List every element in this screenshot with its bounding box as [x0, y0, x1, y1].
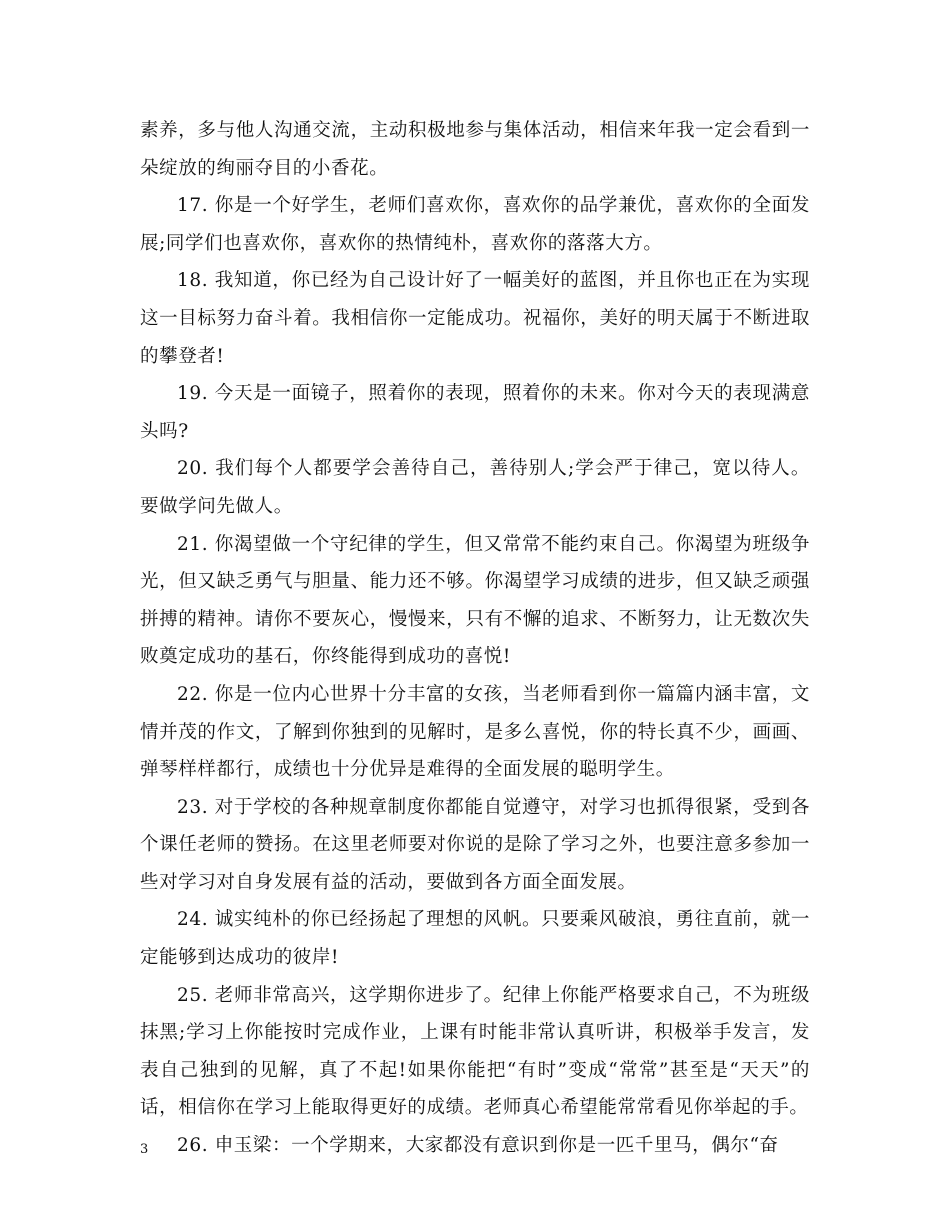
paragraph-25: 25. 老师非常高兴，这学期你进步了。纪律上你能严格要求自己，不为班级抹黑;学习上你能按时完成作业，上课有时能非常认真听讲，积极举手发言，发表自己独到的见解，真了不起!如果你能把“有时”变成“常常”甚至是“天天”的话，相信你在学习上能取得更好的成绩。老师真心希望能常常看见你举起的手。 — [140, 984, 810, 1119]
paragraph-21: 21. 你渴望做一个守纪律的学生，但又常常不能约束自己。你渴望为班级争光，但又缺乏勇气与胆量、能力还不够。你渴望学习成绩的进步，但又缺乏顽强拼搏的精神。请你不要灰心，慢慢来，只有不懈的追求、不断努力，让无数次失败奠定成功的基石，你终能得到成功的喜悦! — [140, 533, 810, 668]
paragraph-24: 24. 诚实纯朴的你已经扬起了理想的风帆。只要乘风破浪，勇往直前，就一定能够到达成功的彼岸! — [140, 909, 810, 969]
document-body — [140, 112, 810, 1165]
paragraph-19: 19. 今天是一面镜子，照着你的表现，照着你的未来。你对今天的表现满意头吗? — [140, 383, 810, 442]
paragraph-18: 18. 我知道，你已经为自己设计好了一幅美好的蓝图，并且你也正在为实现这一目标努力奋斗着。我相信你一定能成功。祝福你，美好的明天属于不断进取的攀登者! — [140, 270, 810, 367]
page-number: 3 — [140, 1142, 149, 1157]
paragraph-22: 22. 你是一位内心世界十分丰富的女孩，当老师看到你一篇篇内涵丰富，文情并茂的作文，了解到你独到的见解时，是多么喜悦，你的特长真不少，画画、弹琴样样都行，成绩也十分优异是难得的全面发展的聪明学生。 — [140, 683, 810, 781]
paragraph-20: 20. 我们每个人都要学会善待自己，善待别人;学会严于律己，宽以待人。要做学问先做人。 — [140, 458, 810, 517]
paragraph-26: 26. 申玉梁：一个学期来，大家都没有意识到你是一匹千里马，偶尔“奋 — [177, 1135, 779, 1157]
paragraph-23: 23. 对于学校的各种规章制度你都能自觉遵守，对学习也抓得很紧，受到各个课任老师的赞扬。在这里老师要对你说的是除了学习之外，也要注意多参加一些对学习对自身发展有益的活动，要做到各方面全面发展。 — [140, 796, 810, 893]
paragraph-continuation: 素养，多与他人沟通交流，主动积极地参与集体活动，相信来年我一定会看到一朵绽放的绚丽夺目的小香花。 — [140, 120, 810, 179]
paragraph-17: 17. 你是一个好学生，老师们喜欢你，喜欢你的品学兼优，喜欢你的全面发展;同学们也喜欢你，喜欢你的热情纯朴，喜欢你的落落大方。 — [140, 195, 810, 254]
